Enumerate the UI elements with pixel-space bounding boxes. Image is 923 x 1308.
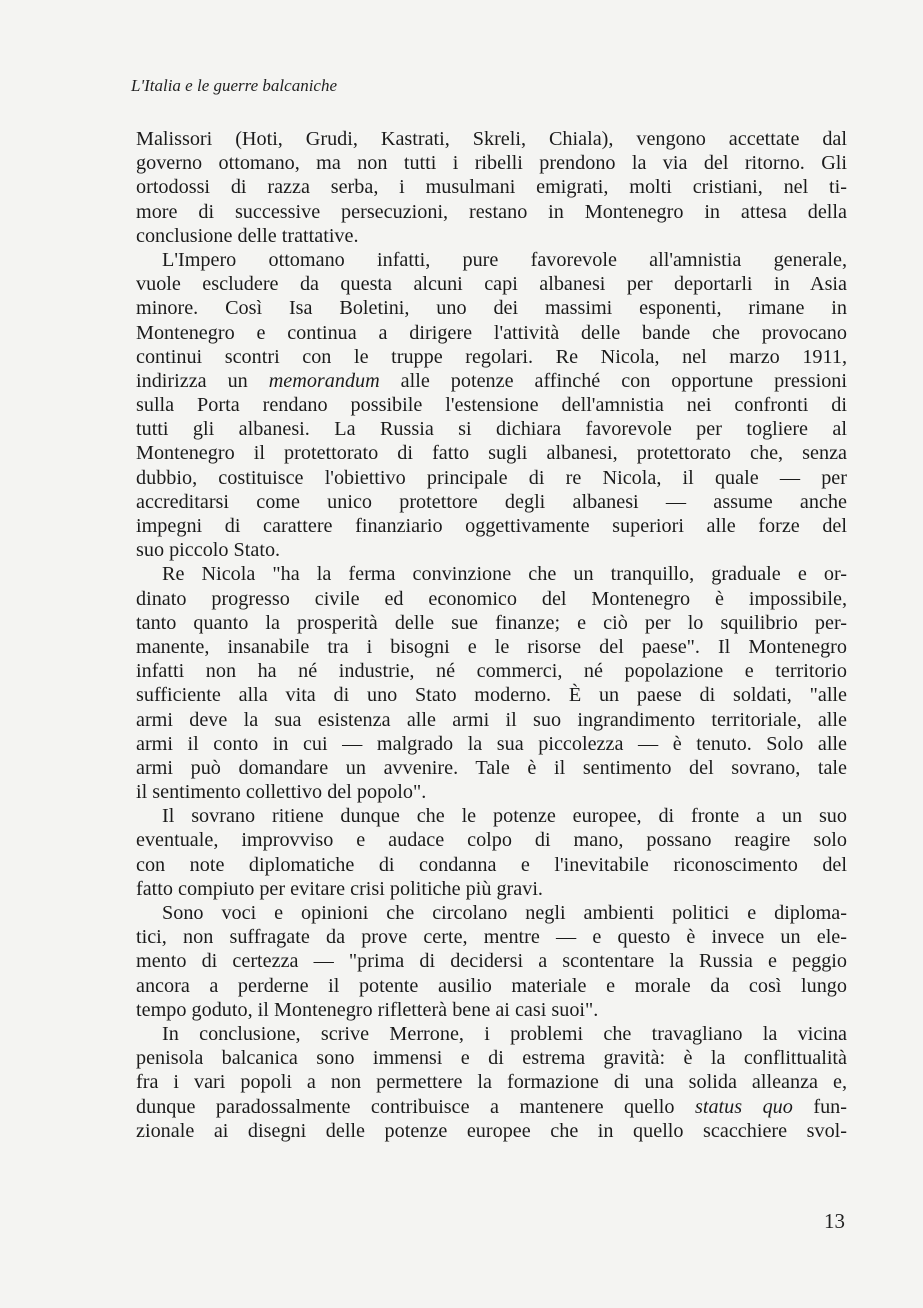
text-segment: il sentimento collettivo del popolo". [136,781,427,804]
text-segment: tanto quanto la prosperità delle sue finanze; e ciò per lo squilibrio per- [136,611,847,634]
text-line [136,224,847,248]
text-line [136,683,847,707]
text-segment: dinato progresso civile ed economico del Montenegro è impossibile, [136,587,847,610]
text-segment: Il sovrano ritiene dunque che le potenze europee, di fronte a un suo [162,805,847,828]
text-line [136,345,847,369]
text-line [136,949,847,973]
text-segment: zionale ai disegni delle potenze europee che in quello scacchiere svol- [136,1119,847,1142]
text-segment: armi deve la sua esistenza alle armi il suo ingrandimento territoriale, alle [136,708,847,731]
text-segment: dubbio, costituisce l'obiettivo principale di re Nicola, il quale — per [136,466,847,489]
text-line [136,780,847,804]
text-line [136,1046,847,1070]
text-line [136,248,847,272]
text-segment: ancora a perderne il potente ausilio materiale e morale da così lungo [136,974,847,997]
text-line [136,538,847,562]
text-line [136,369,847,393]
text-segment: eventuale, improvviso e audace colpo di mano, possano reagire solo [136,829,847,852]
text-segment: tici, non suffragate da prove certe, mentre — e questo è invece un ele- [136,926,847,949]
text-line [136,732,847,756]
text-line [136,466,847,490]
text-segment: infatti non ha né industrie, né commerci, né popolazione e territorio [136,660,847,683]
text-segment: In conclusione, scrive Merrone, i problemi che travagliano la vicina [162,1022,847,1045]
text-line [136,877,847,901]
text-segment: fun- [792,1095,847,1118]
text-segment: fra i vari popoli a non permettere la formazione di una solida alleanza e, [136,1071,847,1094]
text-line [136,417,847,441]
text-segment: ortodossi di razza serba, i musulmani emigrati, molti cristiani, nel ti- [136,176,847,199]
text-segment: tempo goduto, il Montenegro rifletterà bene ai casi suoi". [136,998,599,1021]
text-line [136,901,847,925]
text-line [136,562,847,586]
text-line [136,272,847,296]
text-segment: governo ottomano, ma non tutti i ribelli prendono la via del ritorno. Gli [136,152,847,175]
text-segment: conclusione delle trattative. [136,224,359,247]
text-line [136,998,847,1022]
text-line [136,659,847,683]
page-number: 13 [824,1209,845,1233]
text-segment: sufficiente alla vita di uno Stato moderno. È un paese di soldati, "alle [136,684,847,707]
text-segment: indirizza un [136,369,269,392]
text-line [136,611,847,635]
text-segment: sulla Porta rendano possibile l'estensione dell'amnistia nei confronti di [136,394,847,417]
text-segment: dunque paradossalmente contribuisce a mantenere quello [136,1095,695,1118]
text-line [136,974,847,998]
italic-term: status quo [694,1095,793,1118]
italic-term: memorandum [268,369,380,392]
text-segment: Montenegro e continua a dirigere l'attività delle bande che provocano [136,321,847,344]
text-segment: minore. Così Isa Boletini, uno dei massimi esponenti, rimane in [136,297,847,320]
text-segment: manente, insanabile tra i bisogni e le risorse del paese". Il Montenegro [136,635,847,658]
text-line [136,1095,847,1119]
text-line [136,828,847,852]
body-text [136,127,847,1143]
text-line [136,587,847,611]
text-line [136,635,847,659]
text-line [136,490,847,514]
text-line [136,804,847,828]
text-line [136,175,847,199]
text-segment: accreditarsi come unico protettore degli albanesi — assume anche [136,490,847,513]
text-segment: armi può domandare un avvenire. Tale è il sentimento del sovrano, tale [136,756,847,779]
text-segment: penisola balcanica sono immensi e di estrema gravità: è la conflittualità [136,1047,847,1070]
text-line [136,1070,847,1094]
text-segment: more di successive persecuzioni, restano in Montenegro in attesa della [136,200,847,223]
text-segment: alle potenze affinché con opportune pressioni [379,369,847,392]
text-line [136,925,847,949]
text-line [136,853,847,877]
text-line [136,321,847,345]
text-line [136,127,847,151]
text-line [136,756,847,780]
text-line [136,514,847,538]
text-segment: Malissori (Hoti, Grudi, Kastrati, Skreli, Chiala), vengono accettate dal [136,128,847,150]
text-segment: vuole escludere da questa alcuni capi albanesi per deportarli in Asia [136,273,847,296]
text-line [136,393,847,417]
text-segment: Re Nicola "ha la ferma convinzione che un tranquillo, graduale e or- [162,563,847,586]
text-segment: Sono voci e opinioni che circolano negli ambienti politici e diploma- [162,902,847,924]
text-segment: tutti gli albanesi. La Russia si dichiara favorevole per togliere al [136,418,847,441]
text-segment: L'Impero ottomano infatti, pure favorevole all'amnistia generale, [162,248,847,271]
text-segment: mento di certezza — "prima di decidersi a scontentare la Russia e peggio [136,950,847,973]
text-line [136,200,847,224]
text-line [136,296,847,320]
text-segment: fatto compiuto per evitare crisi politiche più gravi. [136,877,543,900]
text-segment: armi il conto in cui — malgrado la sua piccolezza — è tenuto. Solo alle [136,732,847,755]
text-line [136,1119,847,1143]
running-head: L'Italia e le guerre balcaniche [131,76,338,95]
text-segment: continui scontri con le truppe regolari. Re Nicola, nel marzo 1911, [136,345,847,368]
text-line [136,151,847,175]
text-segment: suo piccolo Stato. [136,539,281,562]
text-segment: Montenegro il protettorato di fatto sugli albanesi, protettorato che, senza [136,442,847,465]
text-line [136,441,847,465]
text-line [136,1022,847,1046]
text-line [136,708,847,732]
text-segment: con note diplomatiche di condanna e l'inevitabile riconoscimento del [136,853,847,876]
text-segment: impegni di carattere finanziario oggettivamente superiori alle forze del [136,515,847,537]
